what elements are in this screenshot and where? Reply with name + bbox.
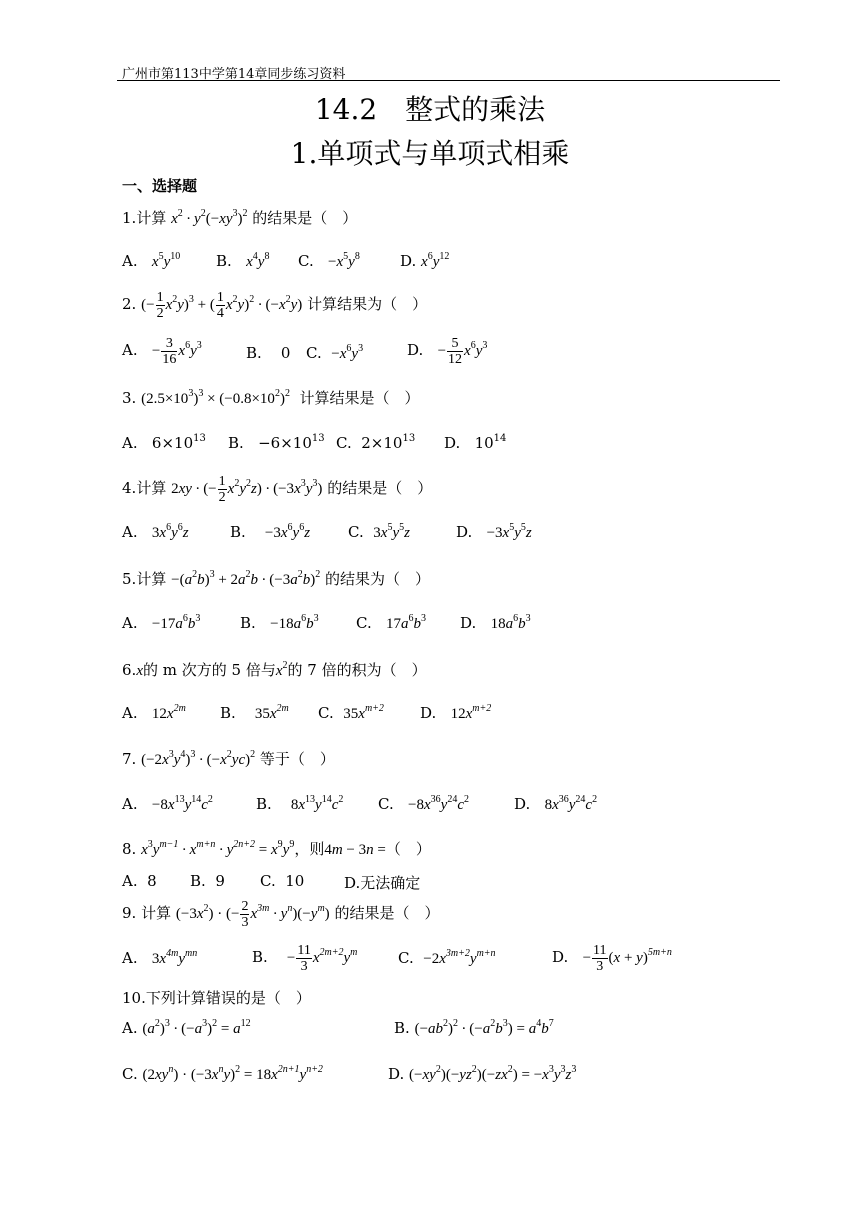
question-2: 2. (− $\frac{1}{2}$ $x^2y)^3$ + ( $\frac{1}{4}$ $x^2y)^2 \cdot (-x^2y)$ 计算结果为（ ） (122, 290, 428, 321)
option-a: A. $x^5y^{10}$ (122, 251, 181, 270)
question-number: 2. (122, 294, 137, 313)
option-c: C. $(2xy^n) \cdot (-3x^ny)^2 = 18x^{2n+1}y^{n+2}$ (122, 1064, 323, 1083)
math-expression: $-(a^2b)^3 + 2a^2b \cdot (-3a^2b)^2$ (171, 569, 321, 588)
math-expression: (− $\frac{1}{2}$ $x^2y)^3$ + ( $\frac{1}{4}$ $x^2y)^2 \cdot (-x^2y)$ (141, 290, 303, 321)
page-title-subsection: 1.单项式与单项式相乘 (290, 137, 570, 170)
header-text: 广州市第113中学第14章同步练习资料 (122, 67, 346, 82)
question-number: 4. (122, 478, 137, 497)
question-3: 3. $(2.5\times 10^3)^3 \times (-0.8\times 10^2)^2$ 计算结果是（ ） (122, 388, 420, 407)
option-b: B. − $\frac{11}{3}$ $x^{2m+2}y^m$ (252, 943, 358, 974)
option-c: C. $2\times 10^{13}$ (336, 433, 416, 452)
math-expression: $(-2x^3y^4)^3 \cdot (-x^2yc)^2$ (141, 749, 256, 768)
question-5: 5.计算 $-(a^2b)^3 + 2a^2b \cdot (-3a^2b)^2$ 的结果为（ ） (122, 569, 431, 588)
option-c: C. $-x^5y^8$ (298, 251, 360, 270)
option-c: C. $35x^{m+2}$ (318, 703, 384, 722)
option-c: C. $-2x^{3m+2}y^{m+n}$ (398, 948, 496, 967)
option-b: B. 9 (190, 872, 225, 890)
option-d: D. $8x^{36}y^{24}c^2$ (514, 794, 598, 813)
question-7: 7. $(-2x^3y^4)^3 \cdot (-x^2yc)^2$ 等于（ ） (122, 749, 335, 768)
option-a: A. 8 (122, 872, 157, 890)
question-number: 8. (122, 840, 137, 858)
option-b: B. $-3x^6y^6z$ (230, 522, 311, 541)
option-b: B. $x^4y^8$ (216, 251, 270, 270)
option-c: C. $3x^5y^5z$ (348, 522, 410, 541)
option-a: A. $12x^{2m}$ (122, 703, 186, 722)
question-number: 10. (122, 989, 146, 1007)
option-d: D. $18a^6b^3$ (460, 613, 531, 632)
option-c: C. 10 (260, 872, 305, 890)
option-d: D. − $\frac{5}{12}$ $x^6y^3$ (407, 336, 488, 367)
option-b: B. $-6\times 10^{13}$ (228, 433, 325, 452)
math-expression: $(2.5\times 10^3)^3 \times (-0.8\times 10^2)^2$ (141, 388, 290, 407)
section-heading: 一、选择题 (122, 177, 198, 195)
math-expression: $x^3y^{m-1} \cdot x^{m+n} \cdot y^{2n+2} = x^9y^9$ (141, 839, 295, 858)
option-a: A. $-8x^{13}y^{14}c^2$ (122, 794, 213, 813)
option-b: B. $8x^{13}y^{14}c^2$ (256, 794, 344, 813)
option-d: D. $10^{14}$ (444, 433, 507, 452)
page-title-section: 14.2 整式的乘法 (314, 93, 546, 126)
option-a: A. $3x^6y^6z$ (122, 522, 189, 541)
header-divider (117, 80, 780, 81)
option-d: D. $(-xy^2)(-yz^2)(-zx^2) = -x^3y^3z^3$ (388, 1064, 577, 1083)
question-number: 6. (122, 661, 137, 679)
math-expression: $x^2 \cdot y^2(-xy^3)^2$ (171, 208, 248, 227)
question-9: 9. 计算 $(-3x^2)$ · (− $\frac{2}{3}$ $x^{3m} \cdot y^n)(-y^m)$ 的结果是（ ） (122, 899, 440, 930)
question-number: 1. (122, 209, 137, 227)
option-d: D.无法确定 (344, 874, 421, 892)
option-d: D. $12x^{m+2}$ (420, 703, 492, 722)
question-number: 3. (122, 389, 137, 407)
option-a: A. $3x^{4m}y^{mn}$ (122, 948, 198, 967)
option-a: A. $6\times 10^{13}$ (122, 433, 206, 452)
option-c: C. $17a^6b^3$ (356, 613, 427, 632)
question-number: 9. (122, 903, 137, 922)
question-number: 7. (122, 750, 137, 768)
question-8: 8. $x^3y^{m-1} \cdot x^{m+n} \cdot y^{2n+2} = x^9y^9$，则4m − 3n =（ ） (122, 839, 431, 858)
option-d: D. $x^6y^{12}$ (400, 251, 450, 270)
option-b: B. 0 (246, 344, 291, 362)
math-expression: 2xy · (− $\frac{1}{2}$ $x^2y^2z) \cdot (-3x^3y^3)$ (171, 474, 323, 505)
option-d: D. $-3x^5y^5z$ (456, 522, 532, 541)
option-a: A. $(a^2)^3 \cdot (-a^3)^2 = a^{12}$ (122, 1018, 251, 1037)
option-d: D. − $\frac{11}{3}$ $(x + y)^{5m+n}$ (552, 943, 672, 974)
option-b: B. $(-ab^2)^2 \cdot (-a^2b^3) = a^4b^7$ (394, 1018, 554, 1037)
option-a: A. $-17a^6b^3$ (122, 613, 201, 632)
question-6: 6.x的 m 次方的 5 倍与$x^2$的 7 倍的积为（ ） (122, 660, 427, 679)
question-4: 4.计算 2xy · (− $\frac{1}{2}$ $x^2y^2z) \cdot (-3x^3y^3)$ 的结果是（ ） (122, 474, 433, 505)
option-c: C. $-x^6y^3$ (306, 343, 364, 362)
math-expression: $(-3x^2)$ · (− $\frac{2}{3}$ $x^{3m} \cdot y^n)(-y^m)$ (175, 899, 330, 930)
option-a: A. − $\frac{3}{16}$ $x^6y^3$ (122, 336, 202, 367)
question-10: 10.下列计算错误的是（ ） (122, 989, 311, 1007)
option-b: B. $-18a^6b^3$ (240, 613, 319, 632)
question-1: 1.计算 $x^2 \cdot y^2(-xy^3)^2$ 的结果是（ ） (122, 208, 358, 227)
option-c: C. $-8x^{36}y^{24}c^2$ (378, 794, 470, 813)
option-b: B. $35x^{2m}$ (220, 703, 289, 722)
question-number: 5. (122, 570, 137, 588)
